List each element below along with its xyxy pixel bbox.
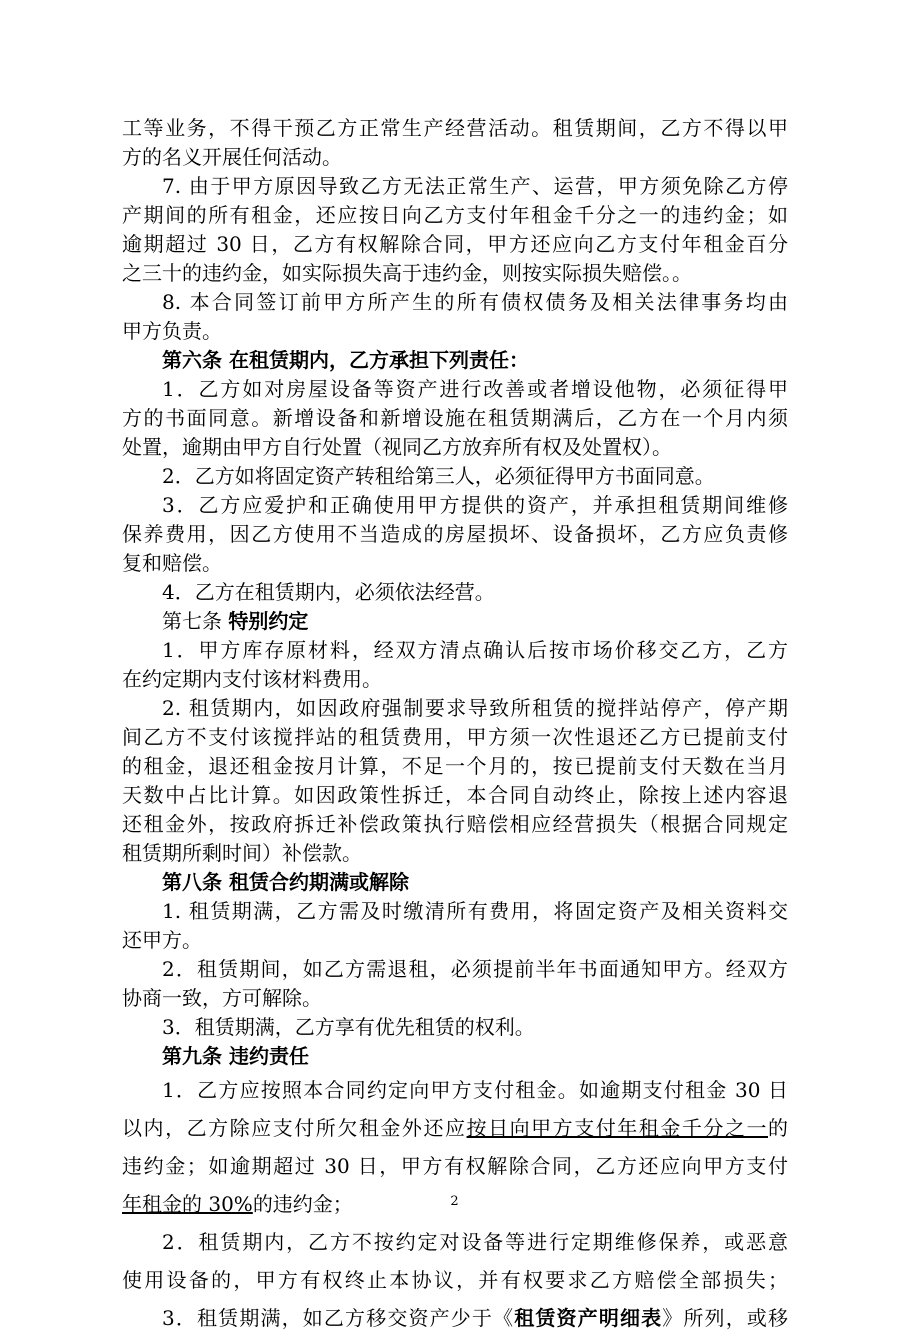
text-line xyxy=(122,1147,788,1185)
text-line xyxy=(122,897,788,926)
text-line xyxy=(122,1261,788,1299)
text-line xyxy=(122,926,788,955)
text-line xyxy=(122,1071,788,1109)
text-line xyxy=(122,984,788,1013)
underlined-text: 年租金的 30% xyxy=(122,1192,253,1216)
text-line xyxy=(122,172,788,201)
line-text: 复和赔偿。 xyxy=(122,551,222,575)
text-line xyxy=(122,636,788,665)
line-text: 8. 本合同签订前甲方所产生的所有债权债务及相关法律事务均由 xyxy=(162,290,788,314)
line-text: 第八条 租赁合约期满或解除 xyxy=(162,870,409,894)
text-line xyxy=(122,433,788,462)
text-line xyxy=(122,1109,788,1147)
line-text: 2．租赁期间，如乙方需退租，必须提前半年书面通知甲方。经双方 xyxy=(162,957,788,981)
bold-text: 租赁资产明细表 xyxy=(514,1306,663,1330)
line-text: 使用设备的，甲方有权终止本协议，并有权要求乙方赔偿全部损失； xyxy=(122,1268,788,1292)
text-line xyxy=(122,317,788,346)
line-text: 第六条 在租赁期内，乙方承担下列责任： xyxy=(162,348,529,372)
text-line xyxy=(122,752,788,781)
contract-body xyxy=(122,114,788,1337)
line-text: 保养费用，因乙方使用不当造成的房屋损坏、设备损坏，乙方应负责修 xyxy=(122,522,788,546)
text-line xyxy=(122,549,788,578)
text-line xyxy=(122,810,788,839)
line-text: 甲方负责。 xyxy=(122,319,222,343)
text-line xyxy=(122,259,788,288)
text-line xyxy=(122,375,788,404)
text-line xyxy=(122,462,788,491)
line-text: 的租金，退还租金按月计算，不足一个月的，按已提前支付天数在当月 xyxy=(122,754,788,778)
text-line xyxy=(122,346,788,375)
text-line xyxy=(122,955,788,984)
text-line xyxy=(122,578,788,607)
line-text: 以内，乙方除应支付所欠租金外还应 xyxy=(122,1116,467,1140)
page-number: 2 xyxy=(450,1194,459,1209)
bold-text: 特别约定 xyxy=(228,609,309,633)
line-text: 7. 由于甲方原因导致乙方无法正常生产、运营，甲方须免除乙方停 xyxy=(162,174,788,198)
line-text: 第九条 违约责任 xyxy=(162,1044,309,1068)
line-text: 2．租赁期内，乙方不按约定对设备等进行定期维修保养，或恶意 xyxy=(162,1230,788,1254)
text-line xyxy=(122,114,788,143)
text-line xyxy=(122,607,788,636)
text-line xyxy=(122,143,788,172)
line-text: 第七条 xyxy=(162,609,229,633)
line-text: 还租金外，按政府拆迁补偿政策执行赔偿相应经营损失（根据合同规定 xyxy=(122,812,788,836)
line-text: 的 xyxy=(768,1116,788,1140)
line-text: 1．乙方如对房屋设备等资产进行改善或者增设他物，必须征得甲 xyxy=(162,377,788,401)
line-text: 之三十的违约金，如实际损失高于违约金，则按实际损失赔偿。。 xyxy=(122,261,692,285)
line-text: 逾期超过 30 日，乙方有权解除合同，甲方还应向乙方支付年租金百分 xyxy=(122,232,788,256)
text-line xyxy=(122,665,788,694)
text-line xyxy=(122,781,788,810)
line-text: 处置，逾期由甲方自行处置（视同乙方放弃所有权及处置权）。 xyxy=(122,435,672,459)
line-text: 方的名义开展任何活动。 xyxy=(122,145,342,169)
line-text: 》所列，或移 xyxy=(662,1306,788,1330)
text-line xyxy=(122,1013,788,1042)
text-line xyxy=(122,288,788,317)
line-text: 2．乙方如将固定资产转租给第三人，必须征得甲方书面同意。 xyxy=(162,464,715,488)
text-line xyxy=(122,723,788,752)
line-text: 在约定期内支付该材料费用。 xyxy=(122,667,382,691)
line-text: 还甲方。 xyxy=(122,928,202,952)
line-text: 的违约金； xyxy=(252,1192,353,1216)
line-text: 3．乙方应爱护和正确使用甲方提供的资产，并承担租赁期间维修 xyxy=(162,493,788,517)
text-line xyxy=(122,491,788,520)
text-line xyxy=(122,1042,788,1071)
line-text: 1. 租赁期满，乙方需及时缴清所有费用，将固定资产及相关资料交 xyxy=(162,899,788,923)
underlined-text: 按日向甲方支付年租金千分之一 xyxy=(466,1116,769,1140)
text-line xyxy=(122,694,788,723)
text-line xyxy=(122,404,788,433)
line-text: 间乙方不支付该搅拌站的租赁费用，甲方须一次性退还乙方已提前支付 xyxy=(122,725,788,749)
line-text: 协商一致，方可解除。 xyxy=(122,986,322,1010)
line-text: 产期间的所有租金，还应按日向乙方支付年租金千分之一的违约金；如 xyxy=(122,203,788,227)
line-text: 4．乙方在租赁期内，必须依法经营。 xyxy=(162,580,495,604)
line-text: 天数中占比计算。如因政策性拆迁，本合同自动终止，除按上述内容退 xyxy=(122,783,788,807)
text-line xyxy=(122,1223,788,1261)
line-text: 3．租赁期满，乙方享有优先租赁的权利。 xyxy=(162,1015,535,1039)
text-line xyxy=(122,520,788,549)
line-text: 1．乙方应按照本合同约定向甲方支付租金。如逾期支付租金 30 日 xyxy=(162,1078,788,1102)
line-text: 2. 租赁期内，如因政府强制要求导致所租赁的搅拌站停产，停产期 xyxy=(162,696,788,720)
text-line xyxy=(122,1299,788,1337)
line-text: 租赁期所剩时间）补偿款。 xyxy=(122,841,362,865)
text-line xyxy=(122,868,788,897)
line-text: 1．甲方库存原材料，经双方清点确认后按市场价移交乙方，乙方 xyxy=(162,638,788,662)
text-line xyxy=(122,839,788,868)
line-text: 3．租赁期满，如乙方移交资产少于《 xyxy=(162,1306,515,1330)
text-line xyxy=(122,201,788,230)
line-text: 方的书面同意。新增设备和新增设施在租赁期满后，乙方在一个月内须 xyxy=(122,406,788,430)
text-line xyxy=(122,230,788,259)
line-text: 工等业务，不得干预乙方正常生产经营活动。租赁期间，乙方不得以甲 xyxy=(122,116,788,140)
line-text: 违约金；如逾期超过 30 日，甲方有权解除合同，乙方还应向甲方支付 xyxy=(122,1154,788,1178)
